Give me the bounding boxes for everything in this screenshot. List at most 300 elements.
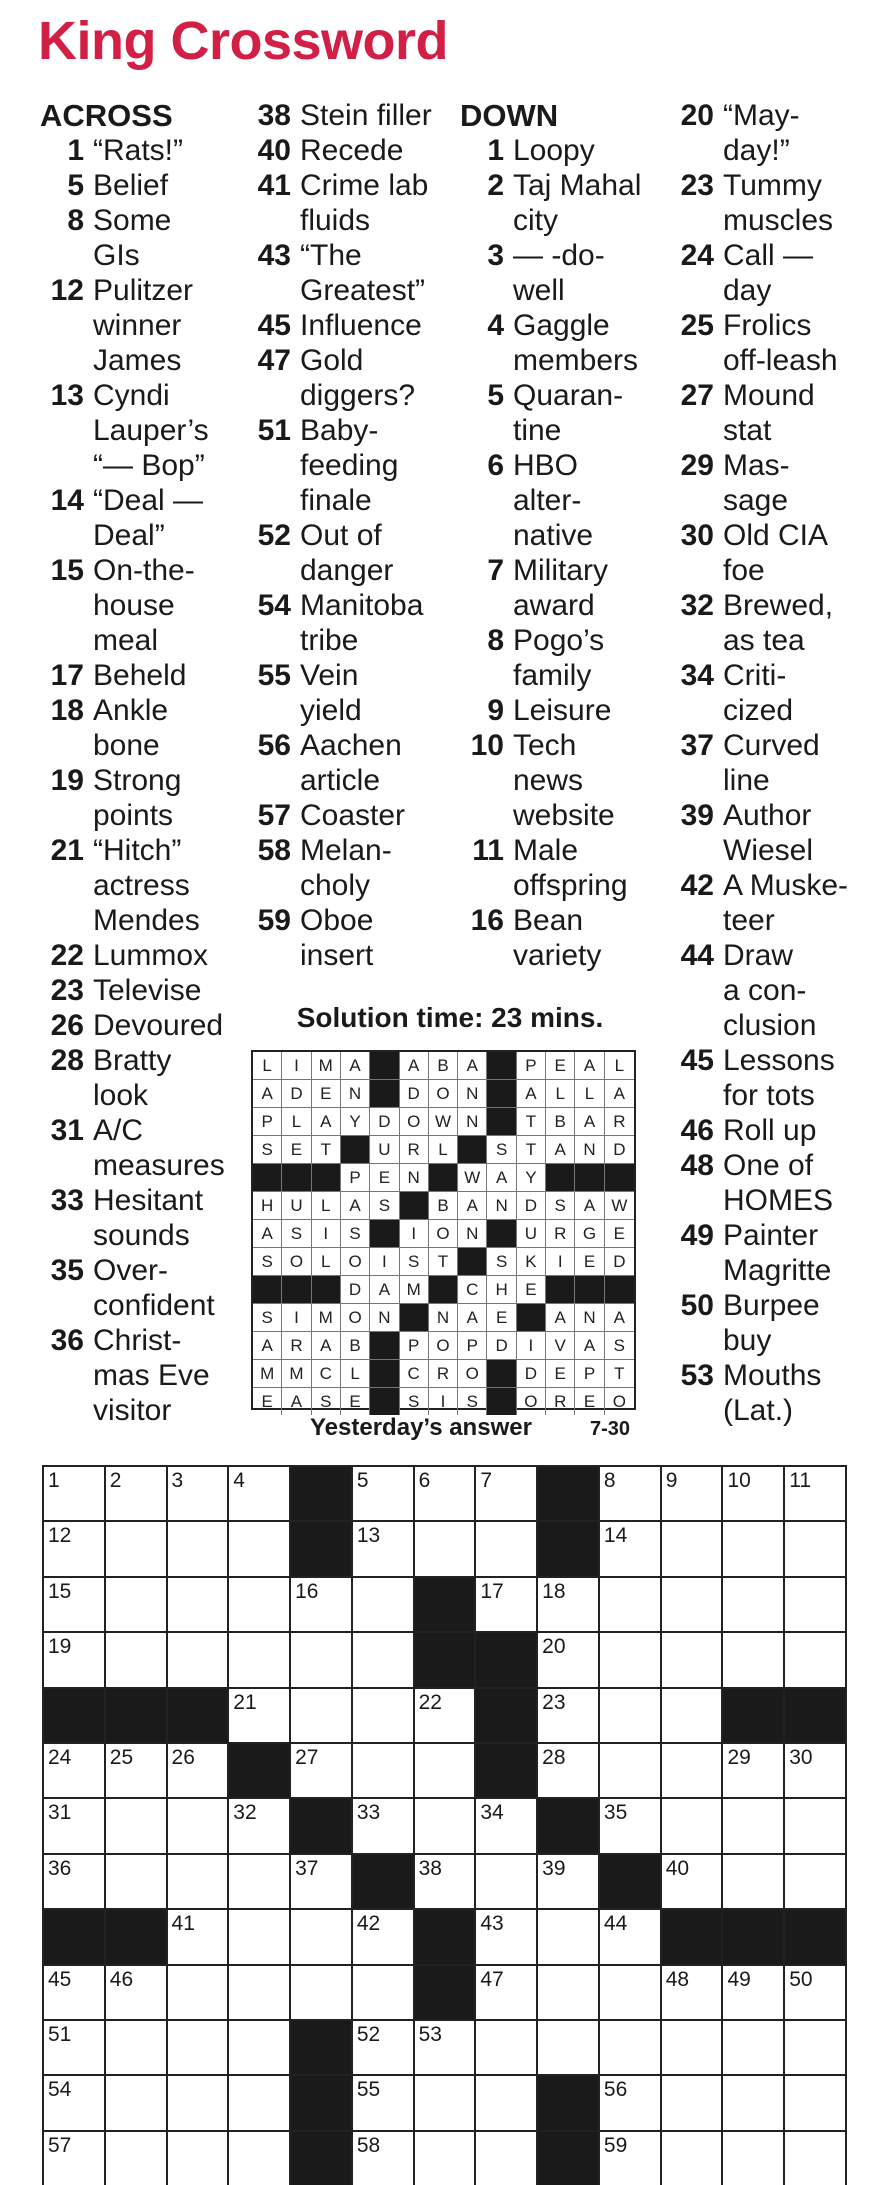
grid-cell[interactable] — [538, 1578, 600, 1633]
grid-cell[interactable] — [44, 2132, 106, 2185]
grid-cell[interactable] — [168, 1855, 230, 1910]
answer-cell: O — [612, 1392, 626, 1411]
grid-cell-number: 13 — [356, 1524, 381, 1548]
grid-cell[interactable] — [723, 2021, 785, 2076]
answer-cell: D — [605, 1248, 634, 1276]
clue-text: Strong points — [93, 764, 182, 832]
answer-cell: U — [517, 1220, 546, 1248]
answer-cell: T — [312, 1136, 341, 1164]
answer-cell: R — [546, 1220, 575, 1248]
answer-cell: P — [517, 1052, 546, 1080]
clue-number: 29 — [680, 449, 714, 482]
answer-cell: I — [282, 1304, 311, 1332]
grid-cell[interactable] — [415, 1744, 477, 1799]
grid-cell[interactable] — [476, 1910, 538, 1965]
grid-cell-number: 54 — [48, 2078, 72, 2102]
down-clue — [668, 1218, 873, 1288]
grid-cell[interactable] — [538, 2021, 600, 2076]
down-clue — [668, 308, 873, 378]
grid-cell[interactable] — [538, 1855, 600, 1910]
grid-cell[interactable] — [168, 1522, 230, 1577]
grid-cell[interactable] — [168, 1744, 230, 1799]
clue-number: 37 — [680, 729, 714, 762]
grid-cell-number: 10 — [727, 1469, 751, 1492]
clue-text: Out of danger — [300, 519, 394, 587]
clue-number: 2 — [487, 169, 504, 202]
grid-cell-number: 24 — [48, 1745, 72, 1769]
grid-cell[interactable] — [44, 1522, 106, 1577]
grid-cell[interactable] — [353, 1689, 415, 1744]
grid-cell[interactable] — [353, 2021, 415, 2076]
grid-cell[interactable] — [106, 1855, 168, 1910]
clue-number: 50 — [680, 1289, 714, 1322]
grid-cell[interactable] — [168, 2132, 230, 2185]
answer-cell: L — [312, 1192, 341, 1220]
grid-cell[interactable] — [415, 1799, 477, 1854]
grid-cell[interactable] — [106, 1744, 168, 1799]
clue-text: Bean variety — [513, 904, 602, 972]
grid-cell[interactable] — [662, 1689, 724, 1744]
grid-cell[interactable] — [415, 2076, 477, 2131]
clue-text: Old CIA foe — [723, 519, 829, 587]
grid-cell[interactable] — [600, 1910, 662, 1965]
answer-block — [575, 1164, 604, 1192]
grid-cell-number: 34 — [480, 1801, 504, 1825]
across-clue — [245, 238, 450, 308]
yesterday-answer-date: 7-30 — [590, 1418, 631, 1440]
clue-text: On-the- house meal — [93, 554, 195, 657]
down-clue — [458, 693, 663, 728]
grid-cell-number: 7 — [480, 1469, 493, 1492]
grid-cell[interactable] — [415, 1522, 477, 1577]
grid-cell-number: 15 — [48, 1579, 72, 1603]
clue-number: 5 — [487, 379, 504, 412]
grid-block — [785, 1910, 847, 1965]
grid-cell[interactable] — [723, 1522, 785, 1577]
answer-cell: P — [458, 1332, 487, 1360]
answer-cell: L — [312, 1248, 341, 1276]
clue-text: A/C measures — [93, 1114, 225, 1182]
answer-cell: T — [429, 1248, 458, 1276]
clue-text: Baby- feeding finale — [300, 414, 399, 517]
grid-cell[interactable] — [600, 2076, 662, 2131]
clue-number: 30 — [680, 519, 714, 552]
grid-cell[interactable] — [785, 1633, 847, 1688]
answer-cell: O — [400, 1108, 429, 1136]
grid-cell-number: 14 — [603, 1524, 628, 1548]
grid-cell-number: 48 — [665, 1967, 690, 1991]
clue-text: Leisure — [513, 694, 612, 727]
grid-cell-number: 25 — [109, 1745, 134, 1769]
grid-block — [662, 1910, 724, 1965]
answer-cell: M — [253, 1360, 282, 1388]
clue-text: Belief — [93, 169, 169, 202]
grid-cell[interactable] — [353, 1744, 415, 1799]
across-heading: ACROSS — [40, 98, 173, 133]
grid-cell[interactable] — [291, 1633, 353, 1688]
grid-cell[interactable] — [476, 2132, 538, 2185]
grid-cell[interactable] — [538, 1633, 600, 1688]
grid-cell[interactable] — [662, 1633, 724, 1688]
answer-block — [312, 1276, 341, 1304]
grid-cell[interactable] — [538, 1744, 600, 1799]
grid-cell[interactable] — [538, 1966, 600, 2021]
grid-cell[interactable] — [168, 1966, 230, 2021]
grid-cell[interactable] — [44, 1966, 106, 2021]
clue-text: A Muske- teer — [723, 869, 849, 937]
grid-cell[interactable] — [723, 1855, 785, 1910]
answer-cell: W — [605, 1192, 634, 1220]
clue-number: 27 — [680, 379, 714, 412]
clue-number: 15 — [50, 554, 84, 587]
answer-block — [458, 1136, 487, 1164]
answer-cell: M — [400, 1276, 429, 1304]
answer-block — [370, 1080, 399, 1108]
answer-block — [458, 1248, 487, 1276]
grid-cell[interactable] — [229, 1799, 291, 1854]
grid-cell[interactable] — [229, 1855, 291, 1910]
grid-cell[interactable] — [229, 1689, 291, 1744]
answer-cell: E — [575, 1248, 604, 1276]
grid-cell[interactable] — [106, 1966, 168, 2021]
grid-cell[interactable] — [44, 1578, 106, 1633]
down-clue — [668, 518, 873, 588]
grid-cell-number: 18 — [542, 1579, 566, 1603]
grid-cell[interactable] — [353, 2132, 415, 2185]
grid-cell[interactable] — [476, 1966, 538, 2021]
clue-number: 25 — [680, 309, 714, 342]
grid-cell[interactable] — [785, 2021, 847, 2076]
grid-cell[interactable] — [353, 1633, 415, 1688]
answer-block — [575, 1276, 604, 1304]
grid-cell[interactable] — [291, 1578, 353, 1633]
grid-cell[interactable] — [229, 1578, 291, 1633]
grid-cell[interactable] — [785, 1855, 847, 1910]
grid-cell[interactable] — [229, 1633, 291, 1688]
grid-cell[interactable] — [662, 1966, 724, 2021]
grid-cell[interactable] — [600, 1522, 662, 1577]
clue-text: Gold diggers? — [300, 344, 416, 412]
answer-block — [546, 1276, 575, 1304]
grid-cell[interactable] — [168, 1633, 230, 1688]
grid-cell[interactable] — [476, 1578, 538, 1633]
answer-cell: A — [253, 1080, 282, 1108]
grid-cell[interactable] — [44, 2021, 106, 2076]
down-clue — [458, 168, 663, 238]
answer-cell: A — [575, 1052, 604, 1080]
grid-cell[interactable] — [476, 2021, 538, 2076]
answer-cell: A — [282, 1388, 311, 1415]
answer-cell: N — [458, 1108, 487, 1136]
clue-number: 10 — [470, 729, 504, 762]
clue-text: Mas- sage — [723, 449, 790, 517]
across-clue — [245, 98, 450, 133]
grid-cell[interactable] — [106, 2076, 168, 2131]
grid-cell[interactable] — [600, 1744, 662, 1799]
grid-cell-number: 22 — [418, 1690, 442, 1714]
answer-cell: E — [282, 1136, 311, 1164]
grid-cell[interactable] — [106, 1522, 168, 1577]
grid-cell[interactable] — [291, 1910, 353, 1965]
clue-text: Manitoba tribe — [300, 589, 424, 657]
grid-cell-number: 35 — [603, 1801, 628, 1825]
clue-text: Tummy muscles — [723, 169, 834, 237]
grid-cell[interactable] — [785, 1744, 847, 1799]
answer-cell: O — [341, 1304, 370, 1332]
grid-cell[interactable] — [538, 1910, 600, 1965]
grid-cell[interactable] — [415, 1689, 477, 1744]
grid-cell-number: 47 — [480, 1967, 504, 1991]
answer-block — [253, 1276, 282, 1304]
answer-block — [517, 1304, 546, 1332]
grid-cell[interactable] — [353, 2076, 415, 2131]
grid-cell[interactable] — [662, 1799, 724, 1854]
grid-cell-number: 5 — [356, 1469, 369, 1492]
clue-text: Christ- mas Eve visitor — [93, 1324, 210, 1427]
grid-cell[interactable] — [600, 1689, 662, 1744]
clue-text: One of HOMES — [723, 1149, 834, 1217]
grid-cell[interactable] — [106, 1633, 168, 1688]
answer-cell: S — [546, 1192, 575, 1220]
grid-cell-number: 19 — [48, 1635, 72, 1659]
clue-number: 16 — [470, 904, 504, 937]
grid-cell[interactable] — [600, 1578, 662, 1633]
grid-cell[interactable] — [600, 1966, 662, 2021]
answer-cell: A — [575, 1332, 604, 1360]
grid-cell[interactable] — [476, 1522, 538, 1577]
clue-text: Painter Magritte — [723, 1219, 832, 1287]
grid-cell-number: 12 — [48, 1524, 72, 1548]
grid-cell[interactable] — [353, 1966, 415, 2021]
across-list-1 — [38, 133, 243, 1428]
grid-cell[interactable] — [785, 2076, 847, 2131]
answer-cell: O — [341, 1248, 370, 1276]
across-clue — [245, 728, 450, 798]
grid-cell[interactable] — [44, 1467, 106, 1522]
answer-cell: C — [458, 1276, 487, 1304]
grid-cell[interactable] — [353, 1910, 415, 1965]
clue-text: Quaran- tine — [513, 379, 624, 447]
grid-cell[interactable] — [353, 1799, 415, 1854]
grid-cell[interactable] — [476, 2076, 538, 2131]
grid-cell[interactable] — [353, 1522, 415, 1577]
grid-cell[interactable] — [723, 1467, 785, 1522]
clue-text: Draw a con- clusion — [723, 939, 817, 1042]
grid-cell[interactable] — [723, 2132, 785, 2185]
grid-cell[interactable] — [723, 1633, 785, 1688]
grid-cell[interactable] — [168, 1799, 230, 1854]
grid-block — [415, 1578, 477, 1633]
clue-number: 19 — [50, 764, 84, 797]
grid-cell[interactable] — [723, 1744, 785, 1799]
grid-cell[interactable] — [785, 1799, 847, 1854]
grid-cell[interactable] — [785, 2132, 847, 2185]
puzzle-title: King Crossword — [38, 11, 449, 71]
grid-cell[interactable] — [723, 1966, 785, 2021]
clue-number: 18 — [50, 694, 84, 727]
answer-cell: L — [253, 1052, 282, 1080]
grid-cell[interactable] — [168, 2021, 230, 2076]
across-clue — [38, 1008, 243, 1043]
answer-block — [341, 1136, 370, 1164]
clue-text: Vein yield — [300, 659, 362, 727]
grid-cell[interactable] — [44, 2076, 106, 2131]
grid-cell[interactable] — [662, 1467, 724, 1522]
answer-block — [253, 1164, 282, 1192]
grid-cell[interactable] — [415, 2132, 477, 2185]
grid-cell[interactable] — [538, 1689, 600, 1744]
grid-cell[interactable] — [44, 1799, 106, 1854]
grid-cell[interactable] — [415, 2021, 477, 2076]
grid-cell[interactable] — [168, 1578, 230, 1633]
answer-cell: S — [458, 1388, 487, 1415]
clue-text: Televise — [93, 974, 202, 1007]
grid-cell[interactable] — [662, 1522, 724, 1577]
grid-block — [415, 1966, 477, 2021]
grid-cell[interactable] — [662, 2076, 724, 2131]
answer-cell: H — [253, 1192, 282, 1220]
grid-cell[interactable] — [476, 1799, 538, 1854]
grid-cell[interactable] — [168, 1910, 230, 1965]
grid-cell[interactable] — [600, 2021, 662, 2076]
down-clue — [458, 238, 663, 308]
grid-cell[interactable] — [44, 1633, 106, 1688]
grid-cell[interactable] — [229, 2021, 291, 2076]
grid-cell[interactable] — [229, 2076, 291, 2131]
grid-cell[interactable] — [785, 1966, 847, 2021]
grid-cell[interactable] — [723, 2076, 785, 2131]
grid-cell[interactable] — [229, 1910, 291, 1965]
answer-cell: T — [517, 1108, 546, 1136]
grid-cell[interactable] — [168, 1467, 230, 1522]
answer-cell: A — [517, 1080, 546, 1108]
grid-cell[interactable] — [600, 1467, 662, 1522]
grid-cell[interactable] — [44, 1744, 106, 1799]
grid-cell[interactable] — [106, 1467, 168, 1522]
clue-number: 49 — [680, 1219, 714, 1252]
answer-cell: S — [253, 1248, 282, 1276]
answer-cell: P — [341, 1164, 370, 1192]
grid-block — [106, 1910, 168, 1965]
grid-cell-number: 6 — [418, 1469, 431, 1492]
down-clue — [458, 833, 663, 903]
grid-cell[interactable] — [476, 1467, 538, 1522]
clue-number: 8 — [487, 624, 504, 657]
answer-cell: S — [487, 1248, 516, 1276]
grid-cell[interactable] — [291, 1744, 353, 1799]
grid-cell[interactable] — [353, 1578, 415, 1633]
clue-text: Gaggle members — [513, 309, 639, 377]
grid-cell[interactable] — [106, 2132, 168, 2185]
grid-cell[interactable] — [229, 1467, 291, 1522]
grid-cell[interactable] — [600, 1799, 662, 1854]
clue-text: Military award — [513, 554, 608, 622]
answer-cell: E — [253, 1388, 282, 1415]
across-clue — [245, 168, 450, 238]
answer-block — [370, 1388, 399, 1415]
grid-cell[interactable] — [723, 1799, 785, 1854]
grid-cell[interactable] — [353, 1467, 415, 1522]
grid-cell[interactable] — [229, 2132, 291, 2185]
down-clue — [668, 168, 873, 238]
answer-cell: O — [429, 1332, 458, 1360]
grid-cell[interactable] — [44, 1855, 106, 1910]
grid-cell[interactable] — [662, 1578, 724, 1633]
grid-cell-number: 38 — [418, 1856, 442, 1880]
clue-text: Bratty look — [93, 1044, 172, 1112]
grid-cell[interactable] — [291, 1966, 353, 2021]
answer-cell: K — [517, 1248, 546, 1276]
grid-cell[interactable] — [415, 1855, 477, 1910]
across-clue — [38, 553, 243, 658]
grid-block — [291, 2076, 353, 2131]
across-clue — [38, 833, 243, 938]
grid-cell[interactable] — [785, 1522, 847, 1577]
grid-cell[interactable] — [662, 1744, 724, 1799]
grid-cell-number: 4 — [233, 1469, 245, 1492]
answer-block — [605, 1276, 634, 1304]
answer-block — [370, 1360, 399, 1388]
grid-cell[interactable] — [662, 2021, 724, 2076]
crossword-grid — [42, 1465, 847, 2185]
grid-cell[interactable] — [600, 2132, 662, 2185]
grid-cell[interactable] — [476, 1855, 538, 1910]
grid-cell-number: 3 — [171, 1469, 184, 1492]
answer-block — [370, 1220, 399, 1248]
clue-text: Over- confident — [93, 1254, 215, 1322]
grid-cell[interactable] — [291, 1689, 353, 1744]
down-clue — [458, 903, 663, 973]
clue-text: “The Greatest” — [300, 239, 426, 307]
clue-text: Hesitant sounds — [93, 1184, 204, 1252]
grid-cell-number: 29 — [727, 1745, 751, 1769]
answer-cell: Y — [341, 1108, 370, 1136]
answer-cell: N — [575, 1136, 604, 1164]
answer-block — [487, 1388, 516, 1415]
clue-text: Pulitzer winner James — [93, 274, 194, 377]
grid-block — [538, 1799, 600, 1854]
grid-cell[interactable] — [106, 2021, 168, 2076]
grid-cell-number: 30 — [789, 1745, 813, 1769]
grid-cell[interactable] — [229, 1522, 291, 1577]
clue-number: 53 — [680, 1359, 714, 1392]
grid-cell[interactable] — [600, 1633, 662, 1688]
grid-cell[interactable] — [415, 1467, 477, 1522]
grid-cell[interactable] — [662, 1855, 724, 1910]
answer-block — [400, 1192, 429, 1220]
grid-cell[interactable] — [291, 1855, 353, 1910]
answer-block — [400, 1304, 429, 1332]
across-clue — [245, 903, 450, 973]
grid-cell[interactable] — [662, 2132, 724, 2185]
grid-cell[interactable] — [106, 1578, 168, 1633]
answer-cell: N — [429, 1304, 458, 1332]
grid-cell-number: 53 — [418, 2022, 442, 2046]
grid-block — [415, 1910, 477, 1965]
answer-cell: I — [370, 1248, 399, 1276]
answer-cell: W — [429, 1108, 458, 1136]
grid-cell[interactable] — [229, 1966, 291, 2021]
grid-cell[interactable] — [723, 1578, 785, 1633]
grid-cell[interactable] — [785, 1578, 847, 1633]
answer-cell: P — [253, 1108, 282, 1136]
grid-cell[interactable] — [106, 1799, 168, 1854]
grid-cell[interactable] — [785, 1467, 847, 1522]
answer-cell: E — [605, 1220, 634, 1248]
down-clue — [668, 448, 873, 518]
grid-cell[interactable] — [168, 2076, 230, 2131]
answer-cell: I — [400, 1220, 429, 1248]
